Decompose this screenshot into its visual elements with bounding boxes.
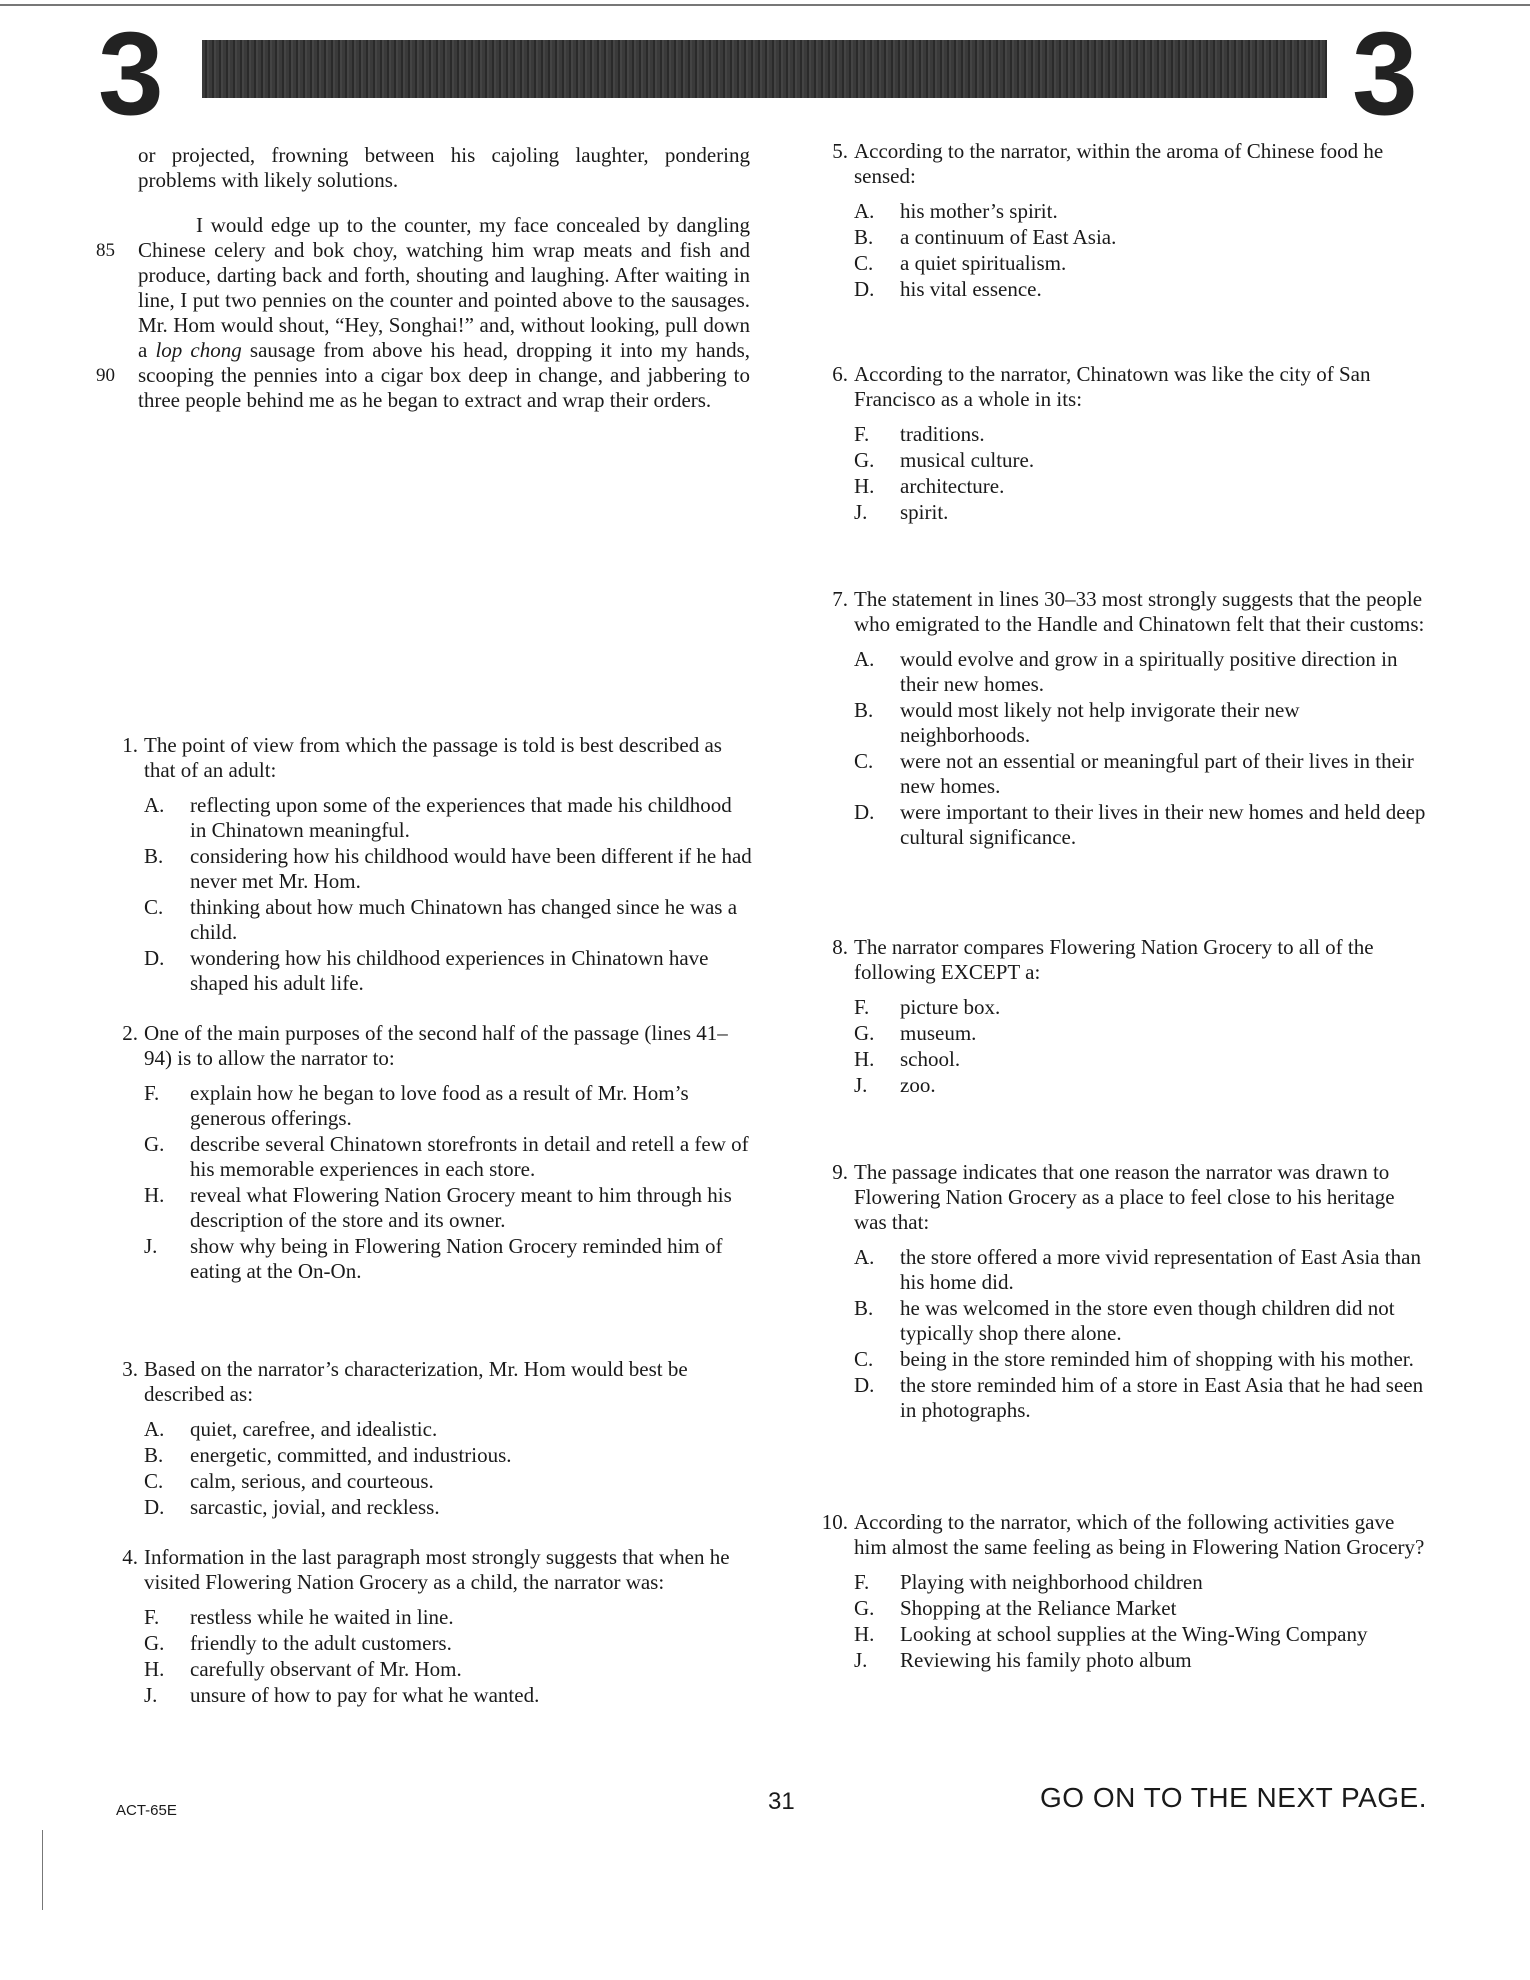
question-6 (820, 362, 1432, 526)
answer-option[interactable] (820, 995, 1432, 1020)
option-letter: B. (854, 225, 874, 249)
question-1 (110, 733, 752, 997)
question-stem: The narrator compares Flowering Nation Grocery to all of the following EXCEPT a: (854, 935, 1374, 984)
question-stem: The statement in lines 30–33 most strongly suggests that the people who emigrated to the Handle and Chinatown felt that their customs: (854, 587, 1425, 636)
question-stem: One of the main purposes of the second half of the passage (lines 41–94) is to allow the narrator to: (144, 1021, 728, 1070)
option-text: architecture. (900, 474, 1005, 498)
answer-option[interactable] (820, 500, 1432, 525)
option-letter: H. (144, 1657, 165, 1681)
option-text: musical culture. (900, 448, 1035, 472)
option-text: carefully observant of Mr. Hom. (190, 1657, 462, 1681)
answer-option[interactable] (820, 199, 1432, 224)
section-number-left: 3 (98, 8, 164, 140)
option-text: restless while he waited in line. (190, 1605, 454, 1629)
option-text: quiet, carefree, and idealistic. (190, 1417, 438, 1441)
option-letter: F. (144, 1081, 160, 1105)
top-rule (0, 4, 1530, 6)
option-letter: B. (854, 698, 874, 722)
form-code: ACT-65E (116, 1802, 177, 1819)
answer-option[interactable] (820, 1245, 1432, 1295)
question-stem: According to the narrator, within the aroma of Chinese food he sensed: (854, 139, 1384, 188)
answer-option[interactable] (110, 844, 752, 894)
option-text: picture box. (900, 995, 1001, 1019)
option-letter: B. (854, 1296, 874, 1320)
option-text: traditions. (900, 422, 985, 446)
option-text: zoo. (900, 1073, 936, 1097)
option-letter: F. (854, 1570, 870, 1594)
question-number: 5. (832, 139, 848, 163)
answer-option[interactable] (820, 1570, 1432, 1595)
option-letter: D. (854, 800, 875, 824)
answer-option[interactable] (820, 1296, 1432, 1346)
option-letter: A. (854, 647, 875, 671)
option-letter: A. (144, 1417, 165, 1441)
answer-option[interactable] (820, 1622, 1432, 1647)
answer-option[interactable] (820, 448, 1432, 473)
answer-option[interactable] (820, 647, 1432, 697)
option-text: a quiet spiritualism. (900, 251, 1067, 275)
option-letter: G. (144, 1132, 165, 1156)
question-3 (110, 1357, 752, 1521)
option-text: his vital essence. (900, 277, 1042, 301)
option-letter: D. (144, 946, 165, 970)
option-letter: A. (854, 199, 875, 223)
answer-option[interactable] (110, 793, 752, 843)
question-7 (820, 587, 1432, 851)
answer-option[interactable] (110, 946, 752, 996)
question-number: 7. (832, 587, 848, 611)
answer-option[interactable] (820, 1596, 1432, 1621)
option-letter: H. (854, 474, 875, 498)
option-letter: C. (144, 1469, 164, 1493)
option-letter: D. (854, 1373, 875, 1397)
passage-paragraph: or projected, frowning between his cajoling laughter, pondering problems with likely solutions. (138, 143, 750, 192)
option-text: the store offered a more vivid representation of East Asia than his home did. (900, 1245, 1421, 1294)
answer-option[interactable] (820, 251, 1432, 276)
page-number: 31 (768, 1788, 795, 1815)
answer-option[interactable] (110, 1469, 752, 1494)
option-letter: D. (144, 1495, 165, 1519)
question-number: 6. (832, 362, 848, 386)
answer-option[interactable] (820, 277, 1432, 302)
option-text: were important to their lives in their new homes and held deep cultural significance. (900, 800, 1426, 849)
answer-option[interactable] (820, 1373, 1432, 1423)
answer-option[interactable] (820, 1047, 1432, 1072)
answer-option[interactable] (110, 895, 752, 945)
option-letter: A. (144, 793, 165, 817)
option-letter: D. (854, 277, 875, 301)
option-text: considering how his childhood would have been different if he had never met Mr. Hom. (190, 844, 752, 893)
option-text: were not an essential or meaningful part of their lives in their new homes. (900, 749, 1414, 798)
answer-option[interactable] (820, 474, 1432, 499)
option-letter: F. (854, 422, 870, 446)
option-text: school. (900, 1047, 961, 1071)
option-text: describe several Chinatown storefronts in detail and retell a few of his memorable experiences in each store. (190, 1132, 749, 1181)
option-letter: C. (144, 895, 164, 919)
option-text: Looking at school supplies at the Wing-Wing Company (900, 1622, 1368, 1646)
option-text: thinking about how much Chinatown has changed since he was a child. (190, 895, 738, 944)
option-text: spirit. (900, 500, 949, 524)
answer-option[interactable] (820, 800, 1432, 850)
option-letter: H. (144, 1183, 165, 1207)
question-stem: The passage indicates that one reason the narrator was drawn to Flowering Nation Grocery as a place to feel close to his heritage was that: (854, 1160, 1395, 1234)
option-text: he was welcomed in the store even though children did not typically shop there alone. (900, 1296, 1395, 1345)
question-stem: The point of view from which the passage is told is best described as that of an adult: (144, 733, 722, 782)
question-stem: According to the narrator, which of the following activities gave him almost the same feeling as being in Flowering Nation Grocery? (854, 1510, 1425, 1559)
option-letter: A. (854, 1245, 875, 1269)
option-text: reveal what Flowering Nation Grocery meant to him through his description of the store and its owner. (190, 1183, 732, 1232)
question-number: 4. (122, 1545, 138, 1569)
question-number: 1. (122, 733, 138, 757)
passage-paragraph: I would edge up to the counter, my face concealed by dangling Chinese celery and bok choy, watching him wrap meats and fish and produce, darting back and forth, shouting and laughing. After waiting in line, I put two pennies on the counter and pointed above to the sausages. Mr. Hom would shout, “Hey, Songhai!” and, without looking, pull down a lop chong sausage from above his head, dropping it into my hands, scooping the pennies into a cigar box deep in change, and jabbering to three people behind me as he began to extract and wrap their orders. (138, 213, 751, 412)
option-text: museum. (900, 1021, 977, 1045)
answer-option[interactable] (110, 1132, 752, 1182)
passage-continuation (96, 143, 751, 433)
option-letter: F. (144, 1605, 160, 1629)
option-letter: C. (854, 1347, 874, 1371)
section-header-bar (202, 40, 1327, 98)
italic-term: lop chong (155, 338, 242, 362)
option-text: his mother’s spirit. (900, 199, 1058, 223)
question-5 (820, 139, 1432, 303)
question-stem: According to the narrator, Chinatown was like the city of San Francisco as a whole in its: (854, 362, 1371, 411)
option-text: energetic, committed, and industrious. (190, 1443, 512, 1467)
option-text: sarcastic, jovial, and reckless. (190, 1495, 440, 1519)
question-stem: Based on the narrator’s characterization, Mr. Hom would best be described as: (144, 1357, 688, 1406)
answer-option[interactable] (110, 1657, 752, 1682)
option-text: a continuum of East Asia. (900, 225, 1117, 249)
option-text: calm, serious, and courteous. (190, 1469, 434, 1493)
option-text: Playing with neighborhood children (900, 1570, 1203, 1594)
option-text: unsure of how to pay for what he wanted. (190, 1683, 540, 1707)
line-number: 85 (96, 240, 115, 261)
go-on-notice: GO ON TO THE NEXT PAGE. (1040, 1782, 1427, 1813)
question-9 (820, 1160, 1432, 1424)
option-text: Reviewing his family photo album (900, 1648, 1192, 1672)
option-letter: J. (854, 1073, 868, 1097)
answer-option[interactable] (110, 1417, 752, 1442)
option-letter: J. (854, 1648, 868, 1672)
answer-option[interactable] (110, 1183, 752, 1233)
answer-option[interactable] (110, 1495, 752, 1520)
answer-option[interactable] (820, 749, 1432, 799)
option-letter: G. (144, 1631, 165, 1655)
answer-option[interactable] (110, 1443, 752, 1468)
option-text: show why being in Flowering Nation Grocery reminded him of eating at the On-On. (190, 1234, 723, 1283)
option-text: friendly to the adult customers. (190, 1631, 452, 1655)
question-8 (820, 935, 1432, 1099)
option-letter: J. (144, 1683, 158, 1707)
option-letter: G. (854, 448, 875, 472)
scan-margin-mark (42, 1830, 43, 1910)
option-letter: H. (854, 1622, 875, 1646)
option-letter: C. (854, 251, 874, 275)
option-text: the store reminded him of a store in East Asia that he had seen in photographs. (900, 1373, 1424, 1422)
section-number-right: 3 (1352, 8, 1418, 140)
answer-option[interactable] (820, 1073, 1432, 1098)
line-number: 90 (96, 365, 115, 386)
answer-option[interactable] (820, 1021, 1432, 1046)
option-text: reflecting upon some of the experiences that made his childhood in Chinatown meaningful. (190, 793, 732, 842)
question-number: 3. (122, 1357, 138, 1381)
question-number: 8. (832, 935, 848, 959)
answer-option[interactable] (110, 1605, 752, 1630)
answer-option[interactable] (820, 1648, 1432, 1673)
answer-option[interactable] (110, 1631, 752, 1656)
question-stem: Information in the last paragraph most strongly suggests that when he visited Flowering Nation Grocery as a child, the narrator was: (144, 1545, 730, 1594)
option-letter: C. (854, 749, 874, 773)
answer-option[interactable] (820, 422, 1432, 447)
answer-option[interactable] (820, 698, 1432, 748)
option-letter: B. (144, 1443, 164, 1467)
option-letter: F. (854, 995, 870, 1019)
answer-option[interactable] (820, 1347, 1432, 1372)
question-4 (110, 1545, 752, 1709)
answer-option[interactable] (110, 1683, 752, 1708)
option-text: would most likely not help invigorate their new neighborhoods. (900, 698, 1300, 747)
option-letter: G. (854, 1596, 875, 1620)
question-2 (110, 1021, 752, 1285)
answer-option[interactable] (110, 1081, 752, 1131)
option-letter: J. (854, 500, 868, 524)
option-letter: B. (144, 844, 164, 868)
answer-option[interactable] (820, 225, 1432, 250)
option-letter: G. (854, 1021, 875, 1045)
option-text: explain how he began to love food as a result of Mr. Hom’s generous offerings. (190, 1081, 689, 1130)
option-text: wondering how his childhood experiences in Chinatown have shaped his adult life. (190, 946, 709, 995)
question-number: 9. (832, 1160, 848, 1184)
question-10 (820, 1510, 1432, 1674)
option-letter: J. (144, 1234, 158, 1258)
option-text: being in the store reminded him of shopping with his mother. (900, 1347, 1414, 1371)
question-number: 10. (821, 1510, 848, 1534)
option-letter: H. (854, 1047, 875, 1071)
option-text: would evolve and grow in a spiritually positive direction in their new homes. (900, 647, 1398, 696)
answer-option[interactable] (110, 1234, 752, 1284)
option-text: Shopping at the Reliance Market (900, 1596, 1177, 1620)
question-number: 2. (122, 1021, 138, 1045)
